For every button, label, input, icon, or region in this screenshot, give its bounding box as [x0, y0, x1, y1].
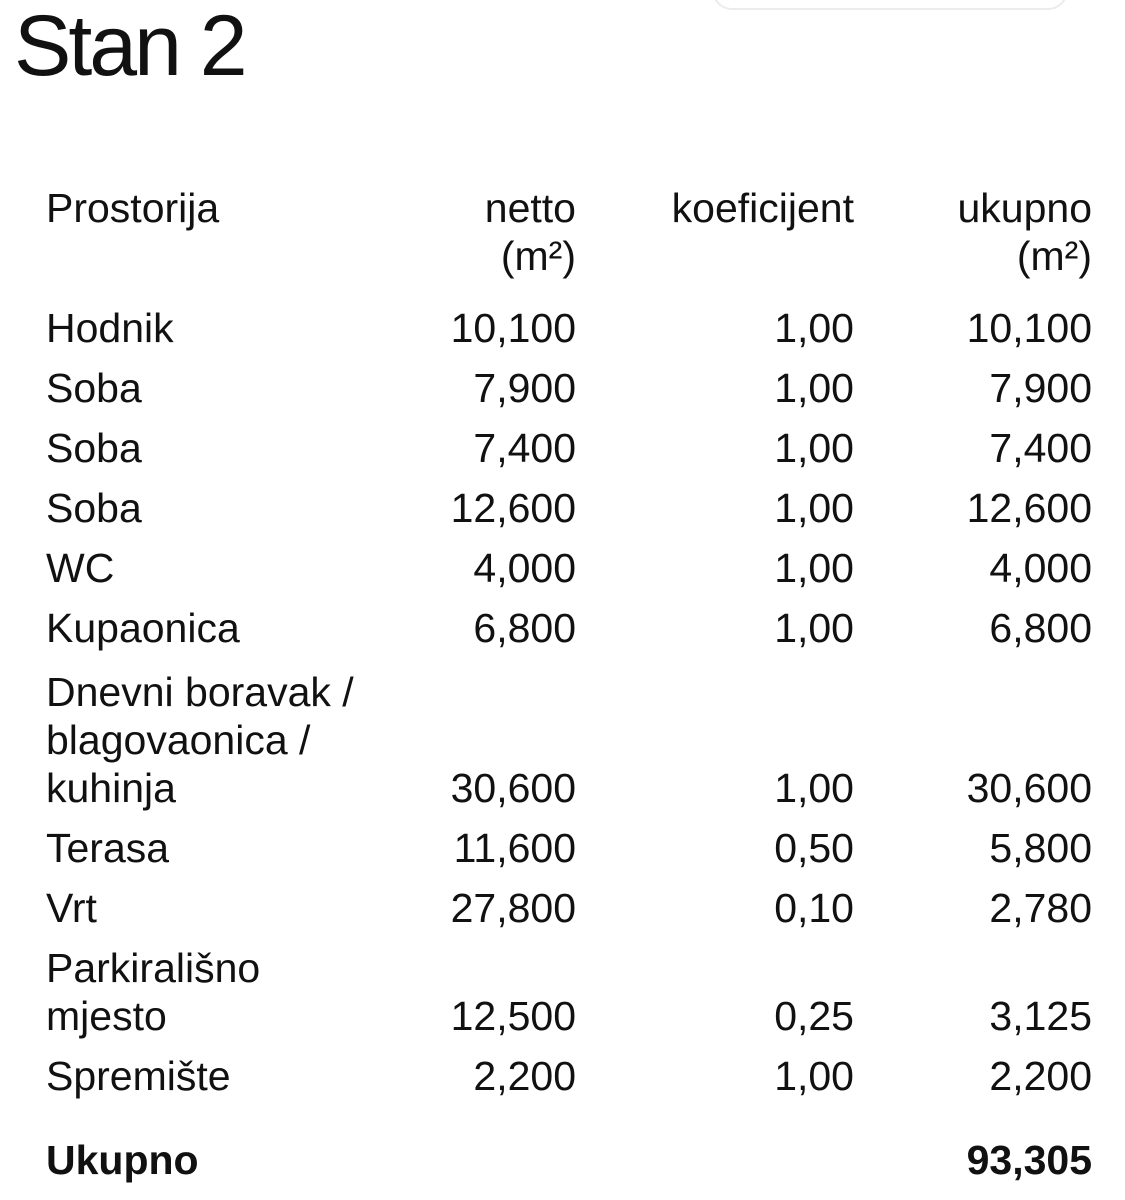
search-field[interactable]	[712, 0, 1068, 10]
netto-value: 11,600	[453, 825, 576, 871]
header-koeficijent: koeficijent	[671, 185, 854, 231]
total-value: 2,780	[989, 885, 1092, 931]
table-row	[46, 932, 1092, 1040]
netto-value: 7,400	[473, 425, 576, 471]
koef-value: 1,00	[774, 545, 854, 591]
netto-value: 12,600	[450, 485, 576, 531]
koef-value: 1,00	[774, 425, 854, 471]
header-netto: netto (m²)	[484, 185, 576, 279]
table-row	[46, 872, 1092, 932]
total-value: 7,900	[989, 365, 1092, 411]
total-empty-netto	[386, 1100, 576, 1184]
table-row	[46, 412, 1092, 472]
header-room: Prostorija	[46, 185, 220, 231]
koef-value: 0,25	[774, 993, 854, 1039]
total-sum: 93,305	[966, 1137, 1092, 1183]
table-row	[46, 292, 1092, 352]
total-value: 2,200	[989, 1053, 1092, 1099]
koef-value: 1,00	[774, 485, 854, 531]
koef-value: 1,00	[774, 305, 854, 351]
room-name: Terasa	[46, 825, 170, 871]
header-ukupno: ukupno (m²)	[957, 185, 1092, 279]
room-name: Soba	[46, 485, 142, 531]
room-name: Parkirališno mjesto	[46, 945, 261, 1039]
netto-value: 27,800	[450, 885, 576, 931]
room-name: Soba	[46, 365, 142, 411]
netto-value: 10,100	[450, 305, 576, 351]
netto-value: 4,000	[473, 545, 576, 591]
table-header-row	[46, 184, 1092, 292]
total-value: 10,100	[966, 305, 1092, 351]
room-name: Spremište	[46, 1053, 231, 1099]
table-row	[46, 472, 1092, 532]
netto-value: 12,500	[450, 993, 576, 1039]
koef-value: 0,50	[774, 825, 854, 871]
netto-value: 6,800	[473, 605, 576, 651]
table-row	[46, 592, 1092, 652]
room-name: Soba	[46, 425, 142, 471]
koef-value: 1,00	[774, 605, 854, 651]
total-value: 5,800	[989, 825, 1092, 871]
room-name: Hodnik	[46, 305, 174, 351]
netto-value: 30,600	[450, 765, 576, 811]
room-name: Vrt	[46, 885, 97, 931]
room-name: WC	[46, 545, 115, 591]
total-value: 3,125	[989, 993, 1092, 1039]
koef-value: 1,00	[774, 365, 854, 411]
table-row	[46, 812, 1092, 872]
netto-value: 7,900	[473, 365, 576, 411]
total-value: 30,600	[966, 765, 1092, 811]
total-empty-koef	[576, 1100, 854, 1184]
table-row	[46, 532, 1092, 592]
total-value: 6,800	[989, 605, 1092, 651]
netto-value: 2,200	[473, 1053, 576, 1099]
room-name: Kupaonica	[46, 605, 240, 651]
table-row	[46, 352, 1092, 412]
koef-value: 1,00	[774, 765, 854, 811]
room-name: Dnevni boravak / blagovaonica / kuhinja	[46, 669, 354, 811]
area-table	[46, 184, 1092, 1184]
table-row	[46, 1040, 1092, 1100]
koef-value: 1,00	[774, 1053, 854, 1099]
total-label: Ukupno	[46, 1137, 199, 1183]
table-row	[46, 652, 1092, 812]
total-value: 4,000	[989, 545, 1092, 591]
koef-value: 0,10	[774, 885, 854, 931]
total-value: 12,600	[966, 485, 1092, 531]
total-value: 7,400	[989, 425, 1092, 471]
page-title: Stan 2	[14, 0, 245, 94]
total-row	[46, 1100, 1092, 1184]
